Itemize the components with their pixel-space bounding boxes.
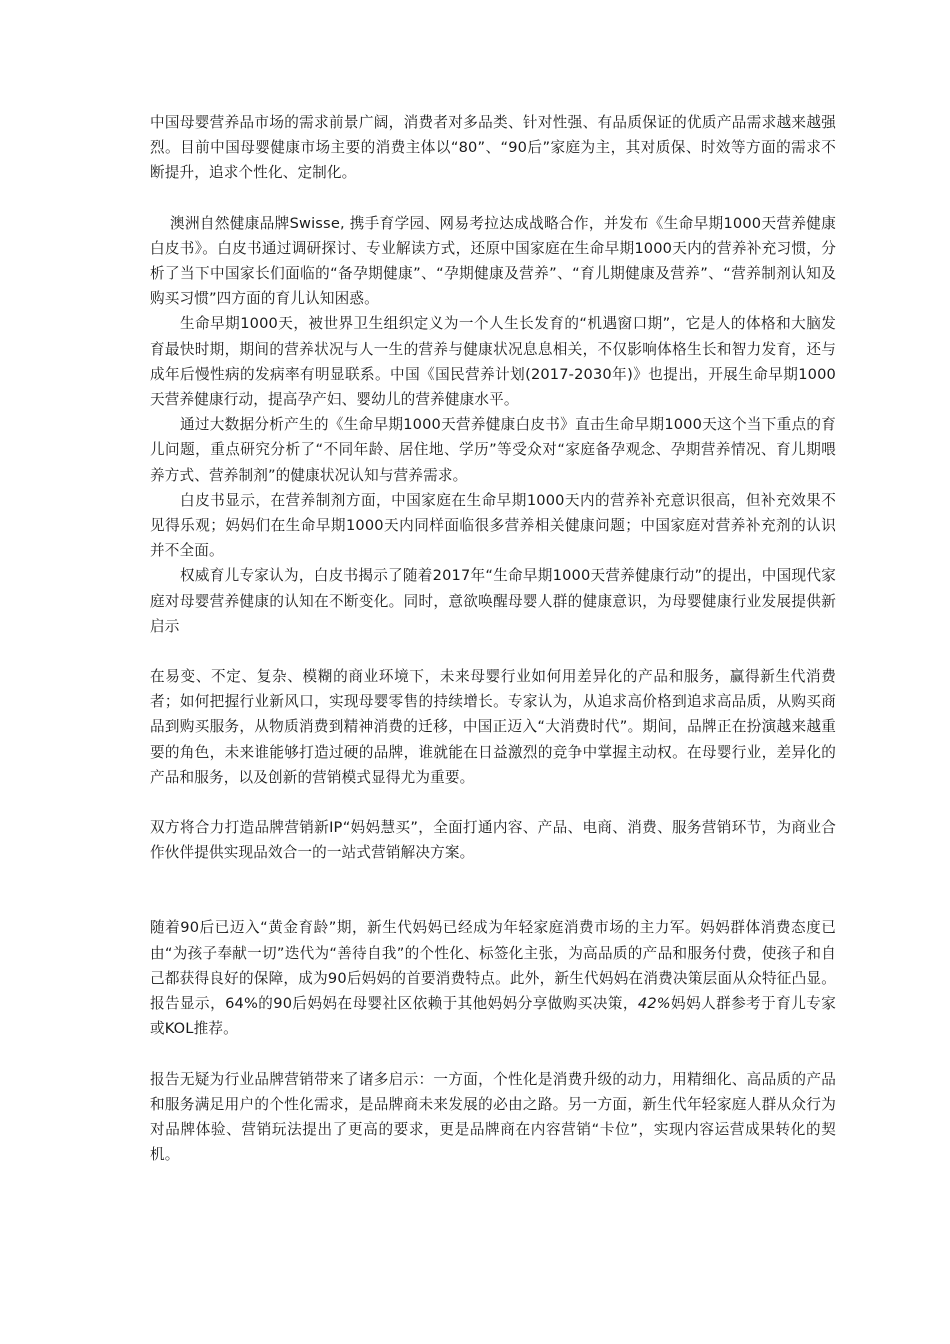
document-page bbox=[150, 110, 836, 1167]
paragraph-market-demand: 中国母婴营养品市场的需求前景广阔，消费者对多品类、针对性强、有品质保证的优质产品需求越来越强烈。目前中国母婴健康市场主要的消费主体以“80”、“90后”家庭为主，其对质保、时效等方面的需求不断提升，追求个性化、定制化。 bbox=[150, 114, 836, 182]
paragraph-expert-opinion: 权威育儿专家认为，白皮书揭示了随着2017年“生命早期1000天营养健康行动”的提出，中国现代家庭对母婴营养健康的认知在不断变化。同时，意欲唤醒母婴人群的健康意识，为母婴健康行业发展提供新启示 bbox=[150, 567, 836, 635]
paragraph-business-environment: 在易变、不定、复杂、模糊的商业环境下，未来母婴行业如何用差异化的产品和服务，赢得新生代消费者；如何把握行业新风口，实现母婴零售的持续增长。专家认为，从追求高价格到追求高品质，从购买商品到购买服务，从物质消费到精神消费的迁移，中国正迈入“大消费时代”。期间，品牌正在扮演越来越重要的角色，未来谁能够打造过硬的品牌，谁就能在日益激烈的竞争中掌握主动权。在母婴行业，差异化的产品和服务，以及创新的营销模式显得尤为重要。 bbox=[150, 668, 836, 786]
paragraph-swisse-partnership: 澳洲自然健康品牌Swisse, 携手育学园、网易考拉达成战略合作，并发布《生命早期1000天营养健康白皮书》。白皮书通过调研探讨、专业解读方式，还原中国家庭在生命早期1000天内的营养补充习惯，分析了当下中国家长们面临的“备孕期健康”、“孕期健康及营养”、“育儿期健康及营养”、“营养制剂认知及购买习惯”四方面的育儿认知困惑。 bbox=[150, 214, 836, 308]
paragraph-new-generation-moms-italic: 42% bbox=[637, 995, 671, 1013]
paragraph-new-generation-moms bbox=[150, 915, 836, 1041]
paragraph-new-generation-moms-tail: 妈妈人群参考于育儿专家或KOL推荐。 bbox=[150, 995, 837, 1038]
paragraph-new-generation-moms-main: 随着90后已迈入“黄金育龄”期，新生代妈妈已经成为年轻家庭消费市场的主力军。妈妈群体消费态度已由“为孩子奉献一切”迭代为“善待自我”的个性化、标签化主张，为高品质的产品和服务付费，使孩子和自己都获得良好的保障，成为90后妈妈的首要消费特点。此外，新生代妈妈在消费决策层面从众特征凸显。报告显示，64%的90后妈妈在母婴社区依赖于其他妈妈分享做购买决策， bbox=[150, 919, 836, 1013]
paragraph-joint-ip: 双方将合力打造品牌营销新IP“妈妈慧买”，全面打通内容、产品、电商、消费、服务营销环节，为商业合作伙伴提供实现品效合一的一站式营销解决方案。 bbox=[150, 819, 836, 862]
paragraph-big-data-analysis: 通过大数据分析产生的《生命早期1000天营养健康白皮书》直击生命早期1000天这个当下重点的育儿问题，重点研究分析了“不同年龄、居住地、学历”等受众对“家庭备孕观念、孕期营养情况、育儿期喂养方式、营养制剂”的健康状况认知与营养需求。 bbox=[150, 416, 836, 484]
paragraph-report-insights: 报告无疑为行业品牌营销带来了诸多启示：一方面，个性化是消费升级的动力，用精细化、高品质的产品和服务满足用户的个性化需求，是品牌商未来发展的必由之路。另一方面，新生代年轻家庭人群从众行为对品牌体验、营销玩法提出了更高的要求，更是品牌商在内容营销“卡位”，实现内容运营成果转化的契机。 bbox=[150, 1070, 836, 1164]
paragraph-whitepaper-findings: 白皮书显示，在营养制剂方面，中国家庭在生命早期1000天内的营养补充意识很高，但补充效果不见得乐观；妈妈们在生命早期1000天内同样面临很多营养相关健康问题；中国家庭对营养补充剂的认识并不全面。 bbox=[150, 491, 836, 560]
paragraph-first-1000-days: 生命早期1000天，被世界卫生组织定义为一个人生长发育的“机遇窗口期”，它是人的体格和大脑发育最快时期，期间的营养状况与人一生的营养与健康状况息息相关，不仅影响体格生长和智力发育，还与成年后慢性病的发病率有明显联系。中国《国民营养计划(2017-2030年)》也提出，开展生命早期1000天营养健康行动，提高孕产妇、婴幼儿的营养健康水平。 bbox=[150, 315, 836, 409]
